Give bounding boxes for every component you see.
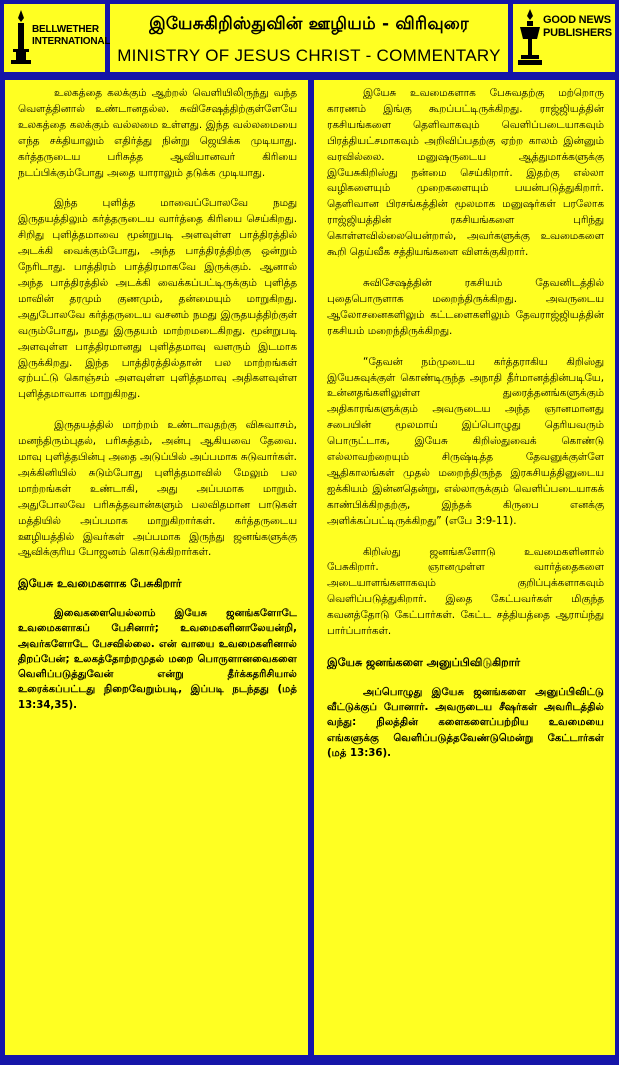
paragraph: இயேசு உவமைகளாக பேசுவதற்கு மற்றொரு காரணம் இங்கு கூறப்பட்டிருக்கிறது. ராஜ்ஜியத்தின் ரகசியங்களை தெளிவாகவும் வெளிப்படையாகவும் பிரத்தியட்சமாகவும் அறிவிப்பதற்கு ஏற்ற காலம் இன்னும் வரவில்லை. மனுஷருடைய ஆத்துமாக்களுக்கு இயேசுகிறிஸ்து நன்மை செய்கிறார். இதற்கு எல்லா வழிகளையும் முறைகளையும் பயன்படுத்துகிறார். தெளிவான பிரசங்கத்தின் மூலமாக மனுஷர்கள் பரலோக ராஜ்ஜியத்தின் ரகசியங்களை புரிந்து கொள்ளவில்லையென்றால், அவர்களுக்கு உவமைகளை கூறி தெய்வீக சத்தியங்களை விளக்குகிறார்.: [327, 87, 604, 259]
paragraph: கிறிஸ்து ஜனங்களோடு உவமைகளினால் பேசுகிறார். ஞானமுள்ள வார்த்தைகளை அடையாளங்களாகவும் குறிப்புக்களாகவும் வெளிப்படுத்துகிறார். இதை கேட்பவர்கள் மிகுந்த கவனத்தோடு கேட்பார்கள். கேட்ட சத்தியத்தை ஆராய்ந்து பார்ப்பார்கள்.: [327, 545, 604, 638]
page-title-english: MINISTRY OF JESUS CHRIST - COMMENTARY: [117, 46, 501, 65]
bellwether-logo-text: [32, 24, 111, 48]
good-news-logo: [513, 4, 615, 72]
left-column: [5, 80, 308, 1055]
bellwether-logo: [4, 4, 111, 72]
scripture-quote: இவைகளையெல்லாம் இயேசு ஜனங்களோடே உவமைகளாகப் பேசினார்; உவமைகளினாலேயன்றி, அவர்களோடே பேசவில்லை. என் வாயை உவமைகளினால் திறப்பேன்; உலகத்தோற்றமுதல் மறை பொருளானவைகளை வெளிப்படுத்துவேன் என்று தீர்க்கதரிசியால் உரைக்கப்பட்டது நிறைவேறும்படி, இப்படி நடந்தது (மத் 13:34,35).: [18, 608, 297, 711]
paragraph: இருதயத்தில் மாற்றம் உண்டாவதற்கு விசுவாசம், மனந்திரும்புதல், பரிசுத்தம், அன்பு ஆகியவை தேவை. மாவு புளித்தபின்பு அதை அடுப்பில் அப்பமாக சுடுவார்கள். அக்கினியில் சுடும்போது புளித்தமாவில் மேலும் பல மாற்றங்கள் உண்டாகி, அது அப்பமாக மாறும். அதுபோலவே பரிசுத்தவான்களும் பலவிதமான பாடுகள் மத்தியில் அப்பமாக மாறுகிறார்கள். கர்த்தருடைய ஊழியத்தில் இவர்கள் அப்பமாக இருந்து ஜனங்களுக்கு ஆவிக்குரிய போஜனம் கொடுக்கிறார்கள்.: [18, 419, 297, 559]
scripture-quote: அப்பொழுது இயேசு ஜனங்களை அனுப்பிவிட்டு வீட்டுக்குப் போனார். அவருடைய சீஷர்கள் அவரிடத்தில் வந்து: நிலத்தின் களைகளைப்பற்றிய உவமையை எங்களுக்கு வெளிப்படுத்தவேண்டுமென்று கேட்டார்கள் (மத் 13:36).: [327, 686, 604, 759]
logo-text-line2: INTERNATIONAL: [32, 36, 111, 47]
paragraph: உலகத்தை கலக்கும் ஆற்றல் வெளியிலிருந்து வந்த வெளத்தினால் உண்டானதல்ல. சுவிசேஷத்திற்குள்ளேயே உலகத்தை கலக்கும் வல்லமை உள்ளது. இந்த வல்லமையை எந்த சக்தியாலும் எதிர்த்து நின்று ஜெயிக்க முடியாது. கர்த்தருடைய பரிசுத்த ஆவியானவர் கிரியை நடப்பிக்கும்போது அதை யாராலும் தடுக்க முடியாது.: [18, 87, 297, 179]
right-column: [314, 80, 615, 1055]
page-title-tamil: இயேசுகிறிஸ்துவின் ஊழியம் - விரிவுரை: [149, 14, 469, 34]
scripture-quote: “தேவன் நம்முடைய கர்த்தராகிய கிறிஸ்து இயேசுவுக்குள் கொண்டிருந்த அநாதி தீர்மானத்தின்படியே, உன்னதங்களிலுள்ள துரைத்தனங்களுக்கும் அதிகாரங்களுக்கும் அவருடைய அந்த ஞானமானது சபையின் மூலமாய் இப்பொழுது தெரியவரும் பொருட்டாக, இயேசு கிறிஸ்துவைக் கொண்டு எல்லாவற்றையும் சிருஷ்டித்த தேவனுக்குள்ளே ஆதிகாலங்கள் முதல் மறைந்திருந்த இரகசியத்தினுடைய ஐக்கியம் இன்னதென்று, எல்லாருக்கும் வெளிப்படையாகக் காண்பிக்கிறதற்கு, இந்தக் கிருபை எனக்கு அளிக்கப்பட்டிருக்கிறது” (எபே 3:9-11).: [327, 355, 604, 527]
paragraph: சுவிசேஷத்தின் ரகசியம் தேவனிடத்தில் புதைபொருளாக மறைந்திருக்கிறது. அவருடைய ஆலோசனைகளிலும் கட்டளைகளிலும் தேவராஜ்ஜியத்தின் ரகசியம் மறைந்திருக்கிறது.: [327, 276, 604, 337]
logo-text-line2: PUBLISHERS: [543, 27, 612, 39]
candle-icon: [9, 10, 33, 66]
page-header: [0, 0, 619, 78]
logo-text-line1: GOOD NEWS: [543, 14, 611, 26]
section-heading: இயேசு உவமைகளாக பேசுகிறார்: [18, 577, 182, 591]
paragraph: இந்த புளித்த மாவைப்போலவே நமது இருதயத்திலும் கர்த்தருடைய வார்த்தை கிரியை செய்கிறது. சிறிது புளித்தமாவை மூன்றுபடி அளவுள்ள பாத்திரத்தில் அடக்கி வைக்கும்போது, அந்த பாத்திரத்திற்கு ஒன்றும் நேரிடாது. பாத்திரம் பாத்திரமாகவே இருக்கும். ஆனால் அந்த பாத்திரத்தில் அடக்கி வைக்கப்பட்டிருக்கும் புளித்த மாவின் தரமும் குணமும், தன்மையும் மாறுகிறது. அதுபோலவே கர்த்தருடைய வசனம் நமது இருதயத்திற்குள் வரும்போது, நமது இருதயம் மாற்றமடைகிறது. மூன்றுபடி அளவுள்ள பாத்திரமானது புளித்தமாவு வளரும் இடமாக இருக்கிறது. இந்த பாத்திரத்தில்தான் பல மாற்றங்கள் ஏற்பட்டு கொஞ்சம் அளவுள்ள புளித்தமாவு அதிகளவுள்ள புளித்தமாவாக மாறுகிறது.: [18, 197, 297, 401]
section-heading: இயேசு ஜனங்களை அனுப்பிவிடுகிறார்: [327, 656, 521, 669]
logo-text-line1: BELLWETHER: [32, 24, 99, 35]
good-news-logo-text: [543, 14, 613, 40]
lamp-icon: [517, 9, 543, 67]
title-box: [110, 4, 508, 72]
